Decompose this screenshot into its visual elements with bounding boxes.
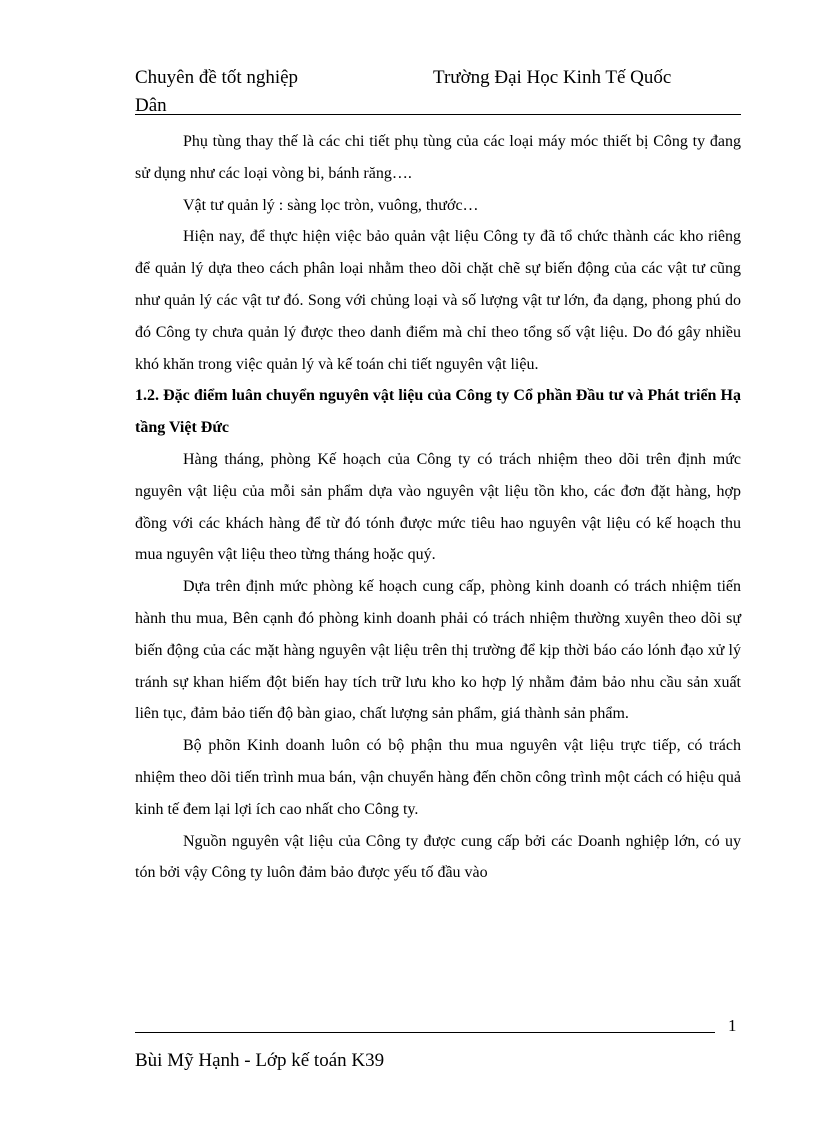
header-left-title: Chuyên đề tốt nghiệp: [135, 67, 299, 88]
section-heading: 1.2. Đặc điểm luân chuyển nguyên vật liệu của Công ty Cổ phần Đầu tư và Phát triển Hạ tầng Việt Đức: [135, 387, 741, 437]
footer-divider: [135, 1032, 715, 1033]
document-body: [135, 126, 741, 889]
footer-author: Bùi Mỹ Hạnh - Lớp kế toán K39: [135, 1050, 385, 1071]
header-right-title: Trường Đại Học Kinh Tế Quốc: [433, 67, 672, 88]
header-continuation: Dân: [135, 95, 167, 116]
paragraph: Dựa trên định mức phòng kế hoạch cung cấp, phòng kinh doanh có trách nhiệm tiến hành thu mua, Bên cạnh đó phòng kinh doanh phải có trách nhiệm thường xuyên theo dõi sự biến động của các mặt hàng nguyên vật liệu trên thị trường để kịp thời báo cáo lónh đạo xử lý tránh sự khan hiếm đột biến hay tích trữ lưu kho ko hợp lý nhằm đảm bảo nhu cầu sản xuất liên tục, đảm bảo tiến độ bàn giao, chất lượng sản phẩm, giá thành sản phẩm.: [135, 578, 741, 723]
header-divider: [135, 114, 741, 115]
paragraph: Vật tư quản lý : sàng lọc tròn, vuông, thước…: [183, 196, 479, 214]
paragraph: Nguồn nguyên vật liệu của Công ty được cung cấp bởi các Doanh nghiệp lớn, có uy tón bởi vậy Công ty luôn đảm bảo được yếu tố đầu vào: [135, 832, 741, 882]
paragraph: Bộ phõn Kinh doanh luôn có bộ phận thu mua nguyên vật liệu trực tiếp, có trách nhiệm theo dõi tiến trình mua bán, vận chuyển hàng đến chõn công trình một cách có hiệu quả kinh tế đem lại lợi ích cao nhất cho Công ty.: [135, 737, 741, 818]
paragraph: Phụ tùng thay thế là các chi tiết phụ tùng của các loại máy móc thiết bị Công ty đang sử dụng như các loại vòng bi, bánh răng….: [135, 133, 741, 182]
paragraph: Hàng tháng, phòng Kế hoạch của Công ty có trách nhiệm theo dõi trên định mức nguyên vật liệu của mỗi sản phẩm dựa vào nguyên vật liệu tồn kho, các đơn đặt hàng, hợp đồng với các khách hàng để từ đó tónh được mức tiêu hao nguyên vật liệu có kế hoạch thu mua nguyên vật liệu theo từng tháng hoặc quý.: [135, 450, 741, 564]
paragraph: Hiện nay, để thực hiện việc bảo quản vật liệu Công ty đã tổ chức thành các kho riêng để quản lý dựa theo cách phân loại nhằm theo dõi chặt chẽ sự biến động của các vật tư cũng như quản lý các vật tư đó. Song với chủng loại và số lượng vật tư lớn, đa dạng, phong phú do đó Công ty chưa quản lý được theo danh điểm mà chỉ theo tổng số vật liệu. Do đó gây nhiều khó khăn trong việc quản lý và kế toán chi tiết nguyên vật liệu.: [135, 228, 741, 373]
page-number: 1: [728, 1016, 737, 1035]
